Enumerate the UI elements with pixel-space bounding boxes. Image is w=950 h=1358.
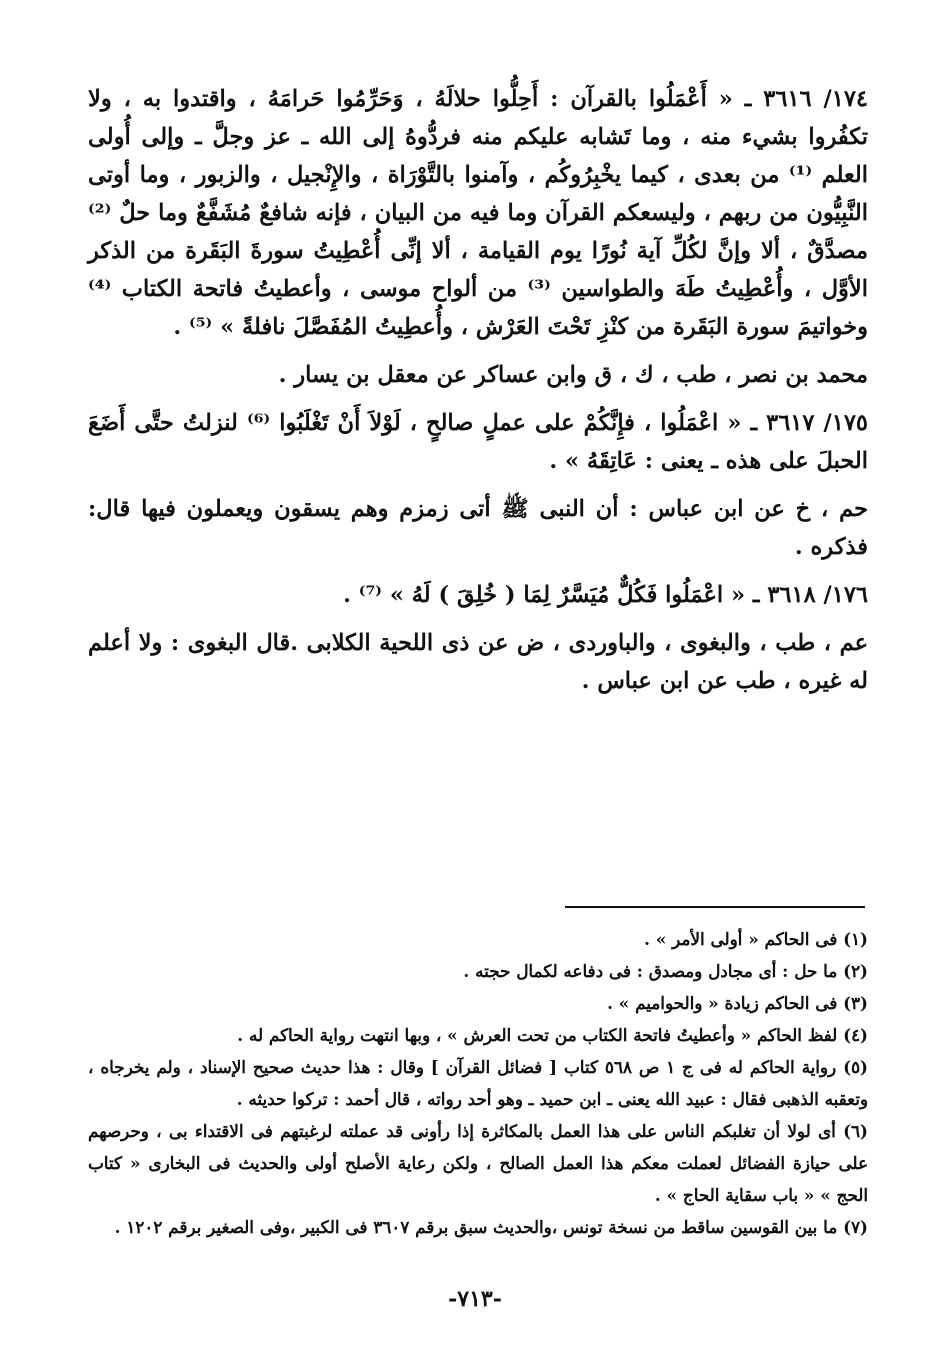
footnote-divider xyxy=(565,906,865,908)
main-text xyxy=(88,80,868,700)
footnote-1: (١) فى الحاكم « أولى الأمر » . xyxy=(644,929,868,949)
hadith-174: ١٧٤/ ٣٦١٦ ـ « أَعْمَلُوا بالقرآن : أَحِلُّوا حلالَهُ ، وَحَرِّمُوا حَرامَهُ ، واقتدوا به ، ولا تكفُروا بشيء منه ، وما تَشابه عليكم منه فردُّوهُ إلى الله ـ عز وجلَّ ـ وإلى أُولى العلم ⁽¹⁾ من بعدى ، كيما يخْبِرُوكُم ، وآمنوا بالتَّوْرَاة ، والإِنْجيل ، والزبور ، وما أوتى النَّبِيُّون من ربهم ، وليسعكم القرآن وما فيه من البيان ، فإنه شافعٌ مُشَفَّعٌ وما حلٌ ⁽²⁾ مصدَّقٌ ، ألا وإنَّ لكُلِّ آية نُورًا يوم القيامة ، ألا إنِّى أُعْطِيتُ سورةَ البَقَرة من الذكر الأوَّل ، وأُعْطِيتُ طَهَ والطواسين ⁽³⁾ من ألواح موسى ، وأعطيتُ فاتحة الكتاب ⁽⁴⁾ وخواتيمَ سورة البَقَرة من كنْزِ تَحْتَ العَرْش ، وأُعطِيتُ المُفَصَّلَ نافلةً » ⁽⁵⁾ . xyxy=(88,86,869,340)
footnote-4: (٤) لفظ الحاكم « وأعطيتُ فاتحة الكتاب من تحت العرش » ، وبها انتهت رواية الحاكم له . xyxy=(237,1025,868,1045)
hadith-175-source: حم ، خ عن ابن عباس : أن النبى ﷺ أتى زمزم وهم يسقون ويعملون فيها قال: فذكره . xyxy=(88,496,868,560)
footnote-5: (٥) رواية الحاكم له فى ج ١ ص ٥٦٨ كتاب [ فضائل القرآن ] وقال : هذا حديث صحيح الإسناد ، ولم يخرجاه ، وتعقبه الذهبى فقال : عبيد الله يعنى ـ ابن حميد ـ وهو أحد رواته ، قال أحمد : تركوا حديثه . xyxy=(88,1057,868,1109)
hadith-175: ١٧٥/ ٣٦١٧ ـ « اعْمَلُوا ، فإِنَّكُمْ على عملٍ صالحٍ ، لَوْلاَ أَنْ تَغْلَبُوا ⁽⁶⁾ لنزلتُ حتَّى أَضَعَ الحبلَ على هذه ـ يعنى : عَاتِقَهُ » . xyxy=(88,410,868,474)
footnote-3: (٣) فى الحاكم زيادة « والحواميم » . xyxy=(607,993,868,1013)
footnote-6: (٦) أى لولا أن تغلبكم الناس على هذا العمل بالمكاثرة إذا رأونى قد عملته لرغبتهم فى الاقتداء بى ، وحرصهم على حيازة الفضائل لعملت معكم هذا العمل الصالح ، ولكن رعاية الأصلح أولى والحديث فى البخارى « كتاب الحج » « باب سقاية الحاج » . xyxy=(88,1121,868,1205)
hadith-174-source: محمد بن نصر ، طب ، ك ، ق وابن عساكر عن معقل بن يسار . xyxy=(278,362,868,388)
footnotes xyxy=(88,923,868,1243)
hadith-176-source: عم ، طب ، والبغوى ، والباوردى ، ض عن ذى اللحية الكلابى .قال البغوى : ولا أعلم له غيره ، طب عن ابن عباس . xyxy=(88,630,868,694)
footnote-2: (٢) ما حل : أى مجادل ومصدق : فى دفاعه لكمال حجته . xyxy=(463,961,868,981)
hadith-176: ١٧٦/ ٣٦١٨ ـ « اعْمَلُوا فَكُلٌّ مُيَسَّرٌ لِمَا ( خُلِقَ ) لَهُ » ⁽⁷⁾ . xyxy=(343,582,868,608)
page-number: -٧١٣- xyxy=(448,1286,502,1312)
footnote-7: (٧) ما بين القوسين ساقط من نسخة تونس ،والحديث سبق برقم ٣٦٠٧ فى الكبير ،وفى الصغير برقم ١٢٠٢ . xyxy=(114,1217,868,1237)
